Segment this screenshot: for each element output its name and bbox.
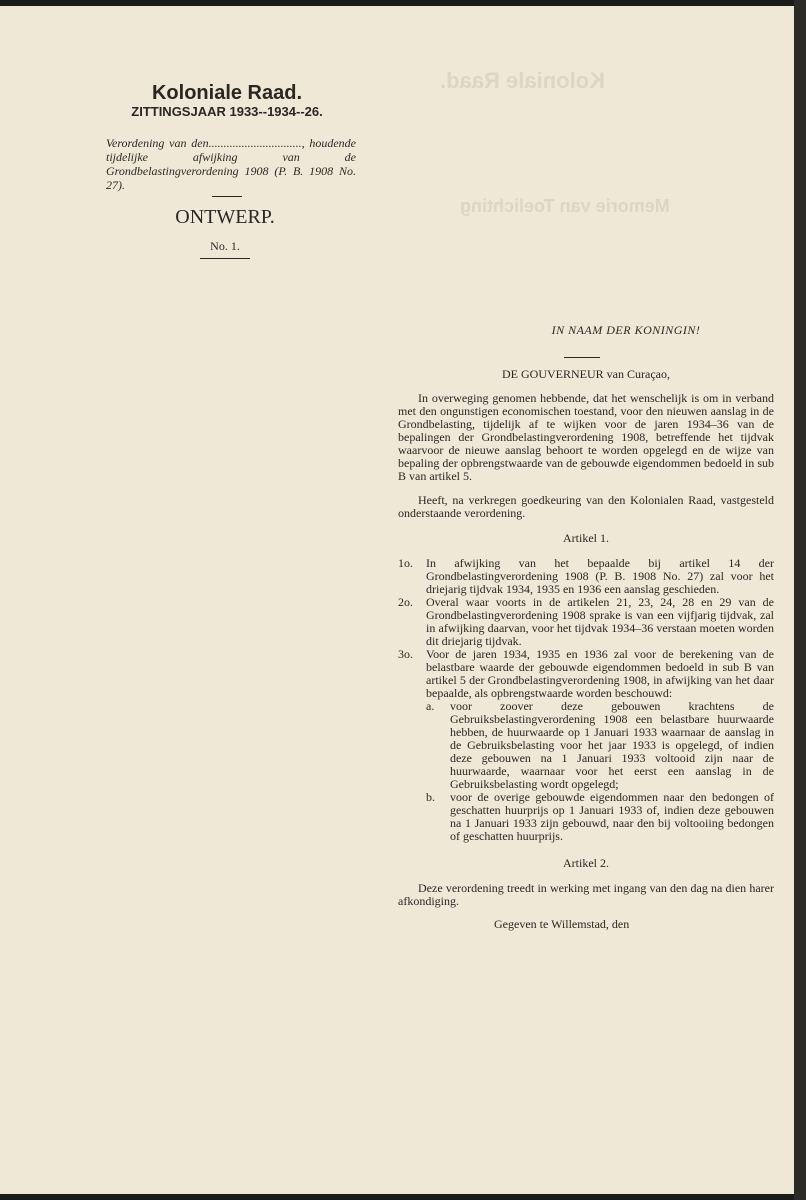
resolution: Heeft, na verkregen goedkeuring van den Kolonialen Raad, vastgesteld onderstaande verordening. (398, 493, 774, 520)
list-subitem: a. voor zoover deze gebouwen krachtens de Gebruiksbelastingverordening 1908 een belastbare huurwaarde hebben, de huurwaarde op 1 Januari 1933 waarnaar de aanslag in de Gebruiksbelasting voor het jaar 1933 is opgelegd, of indien deze gebouwen na 1 Januari 1933 voltooid zijn naar de huurwaarde, waarnaar voor het eerst een aanslag in de Gebruiksbelasting wordt opgelegd; (426, 699, 774, 791)
show-through-watermark: Memorie van Toelichting (460, 196, 670, 216)
divider (564, 357, 600, 358)
list-item: 1o. In afwijking van het bepaalde bij artikel 14 der Grondbelastingverordening 1908 (P. B. 1908 No. 27) zal voor het driejarig tijdvak 1934, 1935 en 1936 een aanslag geschieden. (398, 556, 774, 596)
ordinance-body (398, 324, 774, 931)
article-2-heading: Artikel 2. (563, 856, 609, 870)
preamble: In overweging genomen hebbende, dat het wenschelijk is om in verband met den ongunstigen economischen toestand, voor den nieuwen aanslag in de Grondbelasting, tijdelijk af te wijken voor de jaren 1934–36 van de bepalingen der Grondbelastingverordening 1908, betreffende het tijdvak waarvoor de nieuwe aanslag behoort te worden opgelegd en de wijze van bepaling der opbrengstwaarde van de gebouwde eigendommen bedoeld in sub B van artikel 5. (398, 391, 774, 483)
closing-line: Gegeven te Willemstad, den (494, 917, 630, 931)
ordinance-text: Verordening van den..............................., houdende tijdelijke afwijking van de Grondbelastingverordening 1908 (P. B. 1908 No. 27). (106, 136, 356, 192)
article-2-text: Deze verordening treedt in werking met ingang van den dag na dien harer afkondiging. (398, 881, 774, 908)
list-item: 2o. Overal waar voorts in de artikelen 21, 23, 24, 28 en 29 van de Grondbelastingverordening 1908 sprake is van een vijfjarig tijdvak, zal in afwijking daarvan, voor het tijdvak 1934–36 verstaan moeten worden dit driejarig tijdvak. (398, 595, 774, 648)
divider (212, 196, 242, 197)
list-item: 3o. Voor de jaren 1934, 1935 en 1936 zal voor de berekening van de belastbare waarde der gebouwde eigendommen bedoeld in sub B van artikel 5 der Grondbelastingverordening 1908, in afwijking van het daar bepaalde, als opbrengstwaarde worden beschouwd: (398, 647, 774, 700)
invocation: IN NAAM DER KONINGIN! (551, 323, 701, 337)
document-page (0, 6, 794, 1194)
divider (200, 258, 250, 259)
council-title: Koloniale Raad. (151, 82, 303, 104)
draft-number: No. 1. (210, 239, 240, 253)
scan-edge (794, 0, 806, 1200)
governor-line: DE GOUVERNEUR van Curaçao, (502, 367, 670, 381)
article-1-heading: Artikel 1. (563, 531, 609, 545)
list-subitem: b. voor de overige gebouwde eigendommen naar den bedongen of geschatten huurprijs op 1 Januari 1933 of, indien deze gebouwen na 1 Januari 1933 zijn gebouwd, naar den bij voltooiing bedongen of geschatten huurprijs. (426, 790, 774, 843)
show-through-watermark: Koloniale Raad. (440, 68, 606, 93)
draft-label: ONTWERP. (175, 206, 275, 228)
document-header (92, 82, 362, 120)
ordinance-description (106, 136, 356, 192)
session-year: ZITTINGSJAAR 1933--1934--26. (131, 104, 323, 119)
